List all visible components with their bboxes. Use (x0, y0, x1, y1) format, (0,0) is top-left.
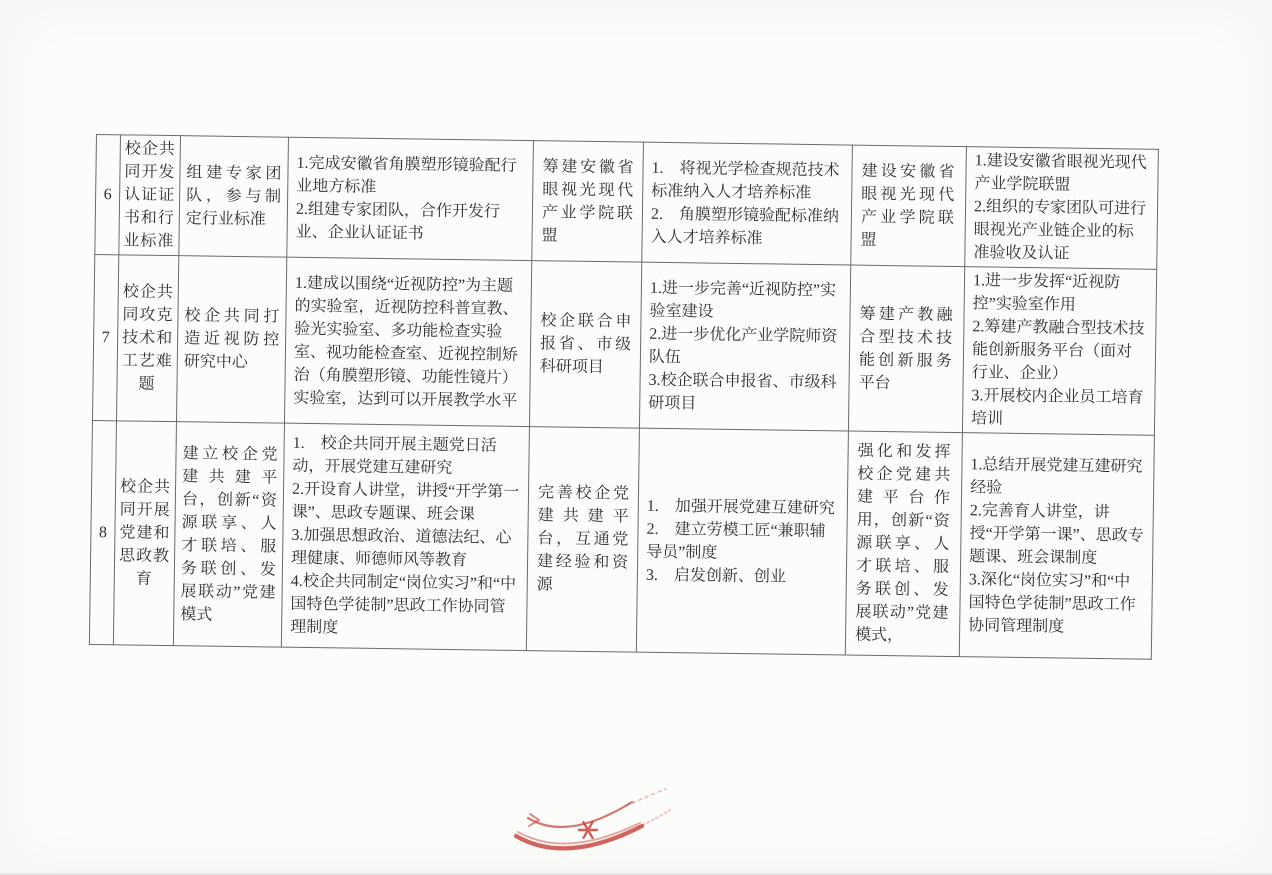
task-title-cell: 校企共同攻克技术和工艺难题 (116, 255, 178, 422)
goal-cell-b: 完善校企党建共建平台，互通党建经验和资源 (526, 427, 639, 653)
row-number: 8 (89, 420, 116, 644)
goal-cell-a: 组建专家团队，参与制定行业标准 (179, 136, 289, 257)
measures-cell-c: 1.进一步发挥“近视防控”实验室作用 2.筹建产教融合型技术技能创新服务平台（面对行业、企业） 3.开展校内企业员工培育培训 (962, 267, 1156, 436)
goal-cell-a: 校企共同打造近视防控研究中心 (176, 256, 286, 423)
goal-cell-c: 强化和发挥校企党建共建平台作用，创新“资源联享、人才联培、服务联创、发展联动”党建模式， (845, 431, 962, 657)
cooperation-tasks-table (89, 134, 1159, 660)
goal-cell-c: 建设安徽省眼视光现代产业学院联盟 (851, 145, 967, 267)
measures-cell-a: 1.建成以围绕“近视防控”为主题的实验室，近视防控科普宣教、验光实验室、多功能检查实验室、视功能检查室、近视控制矫治（角膜塑形镜、功能性镜片）实验室，达到可以开展教学水平 (284, 257, 531, 426)
measures-cell-b: 1. 加强开展党建互建研究 2. 建立劳模工匠“兼职辅导员”制度 3. 启发创新、创业 (636, 428, 848, 655)
row-number: 7 (92, 254, 118, 420)
measures-cell-a: 1. 校企共同开展主题党日活动，开展党建互建研究 2.开设育人讲堂，讲授“开学第一课”、思政专题课、班会课 3.加强思想政治、道德法纪、心理健康、师德师风等教育 4.校企共同制定“岗位实习”和“中国特色学徒制”思政工作协同管理制度 (281, 423, 529, 650)
task-title-cell: 校企共同开发认证证书和行业标准 (119, 135, 181, 256)
row-number: 6 (95, 135, 121, 255)
measures-cell-a: 1.完成安徽省角膜塑形镜验配行业地方标准 2.组建专家团队，合作开发行业、企业认证证书 (287, 137, 534, 260)
table-row-6 (95, 135, 1159, 270)
seal-upper-arc (528, 802, 632, 827)
goal-cell-b: 筹建安徽省眼视光现代产业学院联盟 (532, 141, 644, 263)
table-row-8 (89, 420, 1154, 659)
measures-cell-c: 1.总结开展党建互建研究经验 2.完善育人讲堂，讲授“开学第一课”、思政专题课、班会课制度 3.深化“岗位实习”和“中国特色学徒制”思政工作协同管理制度 (959, 433, 1154, 660)
measures-cell-c: 1.建设安徽省眼视光现代产业学院联盟 2.组织的专家团队可进行眼视光产业链企业的标准验收及认证 (965, 147, 1159, 270)
seal-upper-arc-tail (626, 789, 666, 806)
seal-lower-arc-tail (638, 810, 670, 827)
measures-cell-b: 1. 将视光学检查规范技术标准纳入人才培养标准 2. 角膜塑形镜验配标准纳入人才培养标准 (642, 142, 853, 265)
task-title-cell: 校企共同开展党建和思政教育 (113, 421, 176, 646)
goal-cell-b: 校企联合申报省、市级科研项目 (529, 261, 641, 429)
red-seal-stamp (500, 780, 700, 870)
measures-cell-b: 1.进一步完善“近视防控”实验室建设 2.进一步优化产业学院师资队伍 3.校企联合申报省、市级科研项目 (639, 262, 850, 431)
table-row-7 (92, 254, 1156, 435)
goal-cell-a: 建立校企党建共建平台，创新“资源联享、人才联培、服务联创、发展联动”党建模式 (173, 422, 284, 647)
goal-cell-c: 筹建产教融合型技术技能创新服务平台 (848, 265, 964, 433)
